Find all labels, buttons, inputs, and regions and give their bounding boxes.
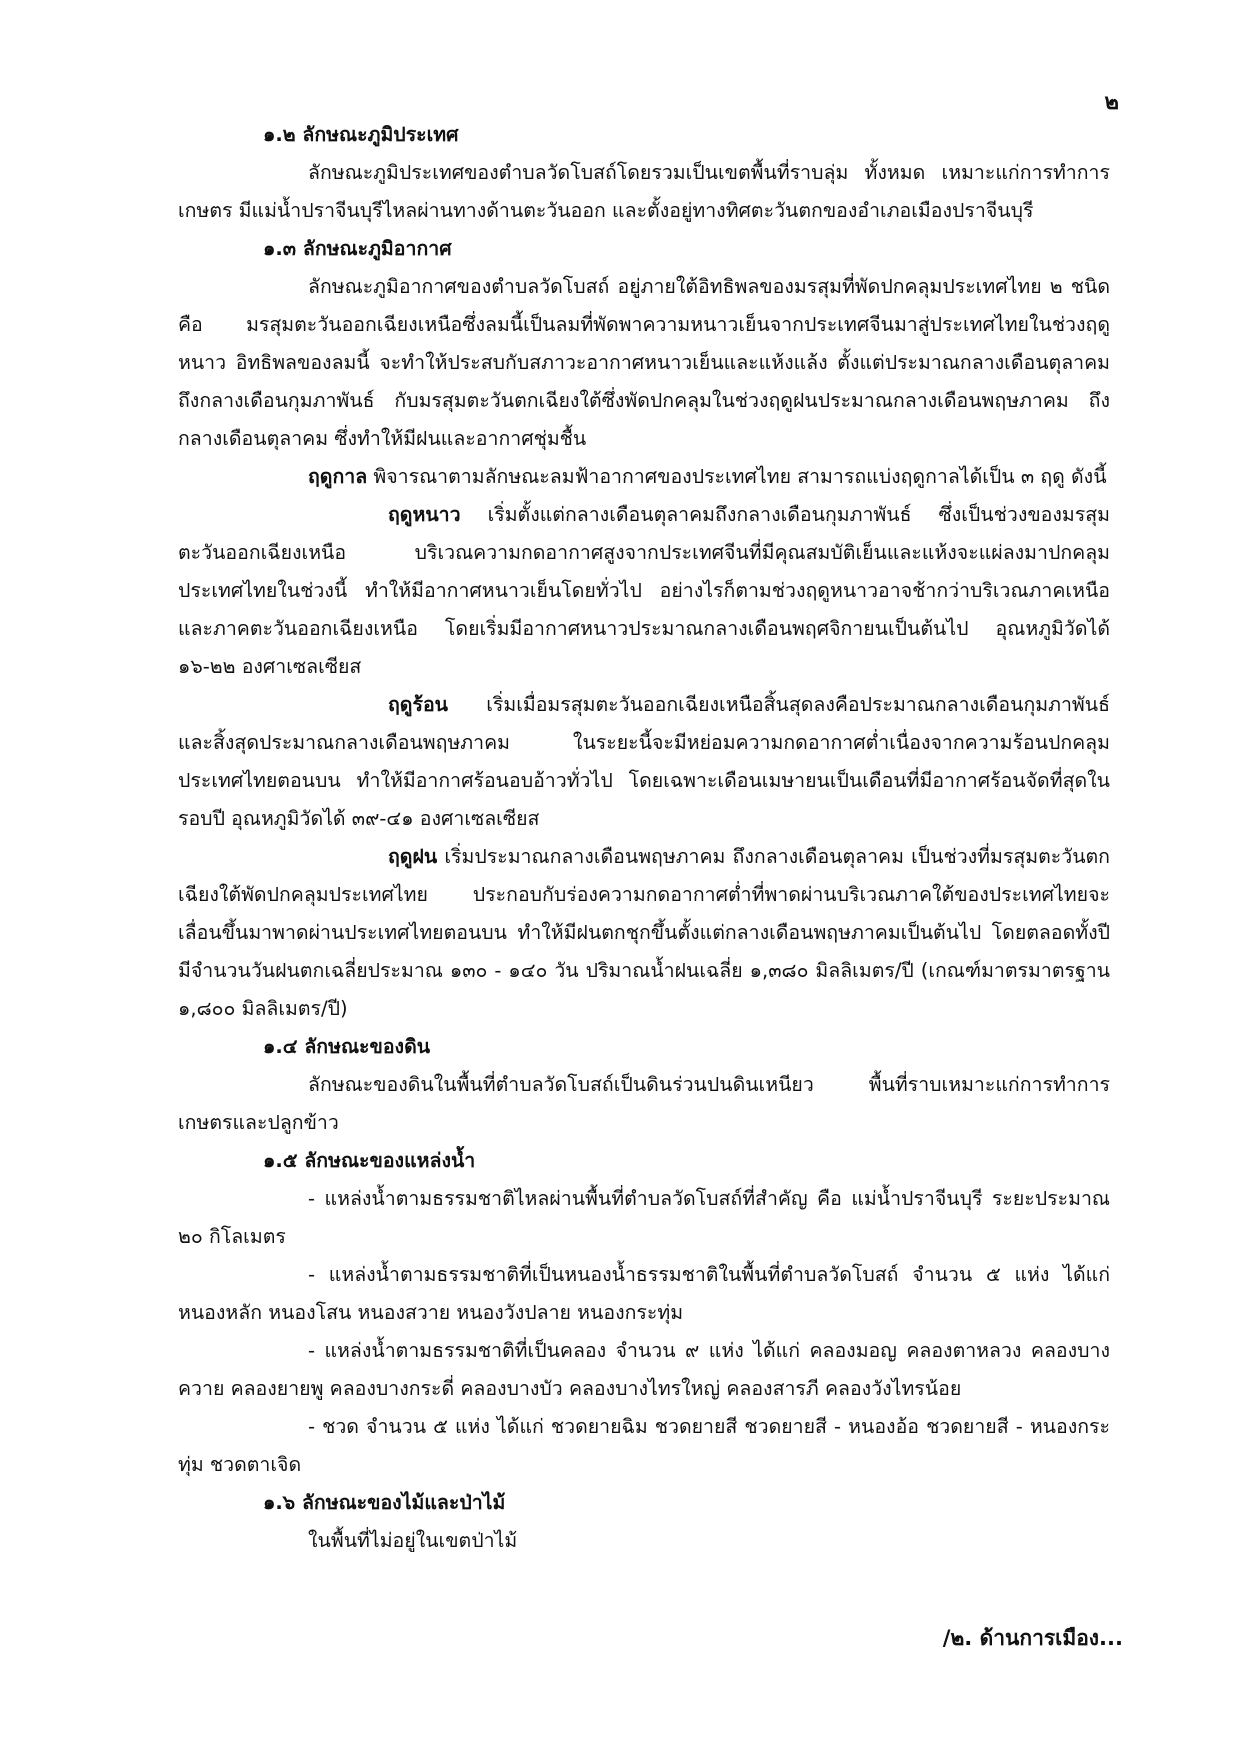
section-heading-terrain: ๑.๒ ลักษณะภูมิประเทศ	[263, 123, 459, 146]
paragraph-rain	[178, 838, 1110, 1028]
paragraph-seasons	[178, 458, 1110, 496]
paragraph-climate: ลักษณะภูมิอากาศของตำบลวัดโบสถ์ อยู่ภายใต้อิทธิพลของมรสุมที่พัดปกคลุมประเทศไทย ๒ ชนิด คือ มรสุมตะวันออกเฉียงเหนือซึ่งลมนี้เป็นลมที่พัดพาความหนาวเย็นจากประเทศจีนมาสู่ประเทศไทยในช่วงฤดูหนาว อิทธิพลของลมนี้ จะทำให้ประสบกับสภาวะอากาศหนาวเย็นและแห้งแล้ง ตั้งแต่ประมาณกลางเดือนตุลาคม ถึงกลางเดือนกุมภาพันธ์ กับมรสุมตะวันตกเฉียงใต้ซึ่งพัดปกคลุมในช่วงฤดูฝนประมาณกลางเดือนพฤษภาคม ถึงกลางเดือนตุลาคม ซึ่งทำให้มีฝนและอากาศชุ่มชื้น	[178, 275, 1110, 450]
water-item: - ชวด จำนวน ๕ แห่ง ได้แก่ ชวดยายฉิม ชวดยายสี ชวดยายสี - หนองอ้อ ชวดยายสี - หนองกระทุ่ม ชวดตาเจิด	[178, 1415, 1110, 1476]
paragraph-forest: ในพื้นที่ไม่อยู่ในเขตป่าไม้	[308, 1529, 518, 1552]
paragraph-terrain: ลักษณะภูมิประเทศของตำบลวัดโบสถ์โดยรวมเป็นเขตพื้นที่ราบลุ่ม ทั้งหมด เหมาะแก่การทำการเกษตร มีแม่น้ำปราจีนบุรีไหลผ่านทางด้านตะวันออก และตั้งอยู่ทางทิศตะวันตกของอำเภอเมืองปราจีนบุรี	[178, 161, 1110, 222]
rain-text: เริ่มประมาณกลางเดือนพฤษภาคม ถึงกลางเดือนตุลาคม เป็นช่วงที่มรสุมตะวันตกเฉียงใต้พัดปกคลุมประเทศไทย ประกอบกับร่องความกดอากาศต่ำที่พาดผ่านบริเวณภาคใต้ของประเทศไทยจะเลื่อนขึ้นมาพาดผ่านประเทศไทยตอนบน ทำให้มีฝนตกชุกขึ้นตั้งแต่กลางเดือนพฤษภาคมเป็นต้นไป โดยตลอดทั้งปีมีจำนวนวันฝนตกเฉลี่ยประมาณ ๑๓๐ - ๑๔๐ วัน ปริมาณน้ำฝนเฉลี่ย ๑,๓๘๐ มิลลิเมตร/ปี (เกณฑ์มาตรมาตรฐาน ๑,๘๐๐ มิลลิเมตร/ปี)	[178, 845, 1110, 1020]
rain-lead: ฤดูฝน	[388, 845, 438, 868]
summer-lead: ฤดูร้อน	[388, 693, 448, 716]
paragraph-soil: ลักษณะของดินในพื้นที่ตำบลวัดโบสถ์เป็นดินร่วนปนดินเหนียว พื้นที่ราบเหมาะแก่การทำการเกษตรและปลูกข้าว	[178, 1073, 1110, 1134]
seasons-lead: ฤดูกาล	[308, 465, 368, 488]
water-item: - แหล่งน้ำตามธรรมชาติไหลผ่านพื้นที่ตำบลวัดโบสถ์ที่สำคัญ คือ แม่น้ำปราจีนบุรี ระยะประมาณ ๒๐ กิโลเมตร	[178, 1187, 1110, 1248]
paragraph-summer	[178, 686, 1110, 838]
seasons-text: พิจารณาตามลักษณะลมฟ้าอากาศของประเทศไทย สามารถแบ่งฤดูกาลได้เป็น ๓ ฤดู ดังนี้	[367, 465, 1107, 488]
section-heading-forest: ๑.๖ ลักษณะของไม้และป่าไม้	[263, 1491, 506, 1514]
winter-text: เริ่มตั้งแต่กลางเดือนตุลาคมถึงกลางเดือนกุมภาพันธ์ ซึ่งเป็นช่วงของมรสุมตะวันออกเฉียงเหนือ บริเวณความกดอากาศสูงจากประเทศจีนที่มีคุณสมบัติเย็นและแห้งจะแผ่ลงมาปกคลุมประเทศไทยในช่วงนี้ ทำให้มีอากาศหนาวเย็นโดยทั่วไป อย่างไรก็ตามช่วงฤดูหนาวอาจช้ากว่าบริเวณภาคเหนือและภาคตะวันออกเฉียงเหนือ โดยเริ่มมีอากาศหนาวประมาณกลางเดือนพฤศจิกายนเป็นต้นไป อุณหภูมิวัดได้ ๑๖-๒๒ องศาเซลเซียส	[178, 503, 1110, 678]
page-number: ๒	[1104, 90, 1119, 115]
winter-lead: ฤดูหนาว	[388, 503, 461, 526]
summer-text: เริ่มเมื่อมรสุมตะวันออกเฉียงเหนือสิ้นสุดลงคือประมาณกลางเดือนกุมภาพันธ์และสิ้งสุดประมาณกลางเดือนพฤษภาคม ในระยะนี้จะมีหย่อมความกดอากาศต่ำเนื่องจากความร้อนปกคลุมประเทศไทยตอนบน ทำให้มีอากาศร้อนอบอ้าวทั่วไป โดยเฉพาะเดือนเมษายนเป็นเดือนที่มีอากาศร้อนจัดที่สุดในรอบปี อุณหภูมิวัดได้ ๓๙-๔๑ องศาเซลเซียส	[178, 693, 1110, 830]
section-heading-water: ๑.๕ ลักษณะของแหล่งน้ำ	[263, 1149, 476, 1172]
water-item: - แหล่งน้ำตามธรรมชาติที่เป็นคลอง จำนวน ๙ แห่ง ได้แก่ คลองมอญ คลองตาหลวง คลองบางควาย คลองยายพู คลองบางกระดี่ คลองบางบัว คลองบางไทรใหญ่ คลองสารภี คลองวังไทรน้อย	[178, 1339, 1110, 1400]
paragraph-winter	[178, 496, 1110, 686]
continuation-footer: /๒. ด้านการเมือง...	[942, 1626, 1123, 1650]
section-heading-soil: ๑.๔ ลักษณะของดิน	[263, 1035, 431, 1058]
water-item: - แหล่งน้ำตามธรรมชาติที่เป็นหนองน้ำธรรมชาติในพื้นที่ตำบลวัดโบสถ์ จำนวน ๕ แห่ง ได้แก่ หนองหลัก หนองโสน หนองสวาย หนองวังปลาย หนองกระทุ่ม	[178, 1263, 1110, 1324]
section-heading-climate: ๑.๓ ลักษณะภูมิอากาศ	[263, 237, 452, 260]
document-body	[178, 116, 1110, 1560]
